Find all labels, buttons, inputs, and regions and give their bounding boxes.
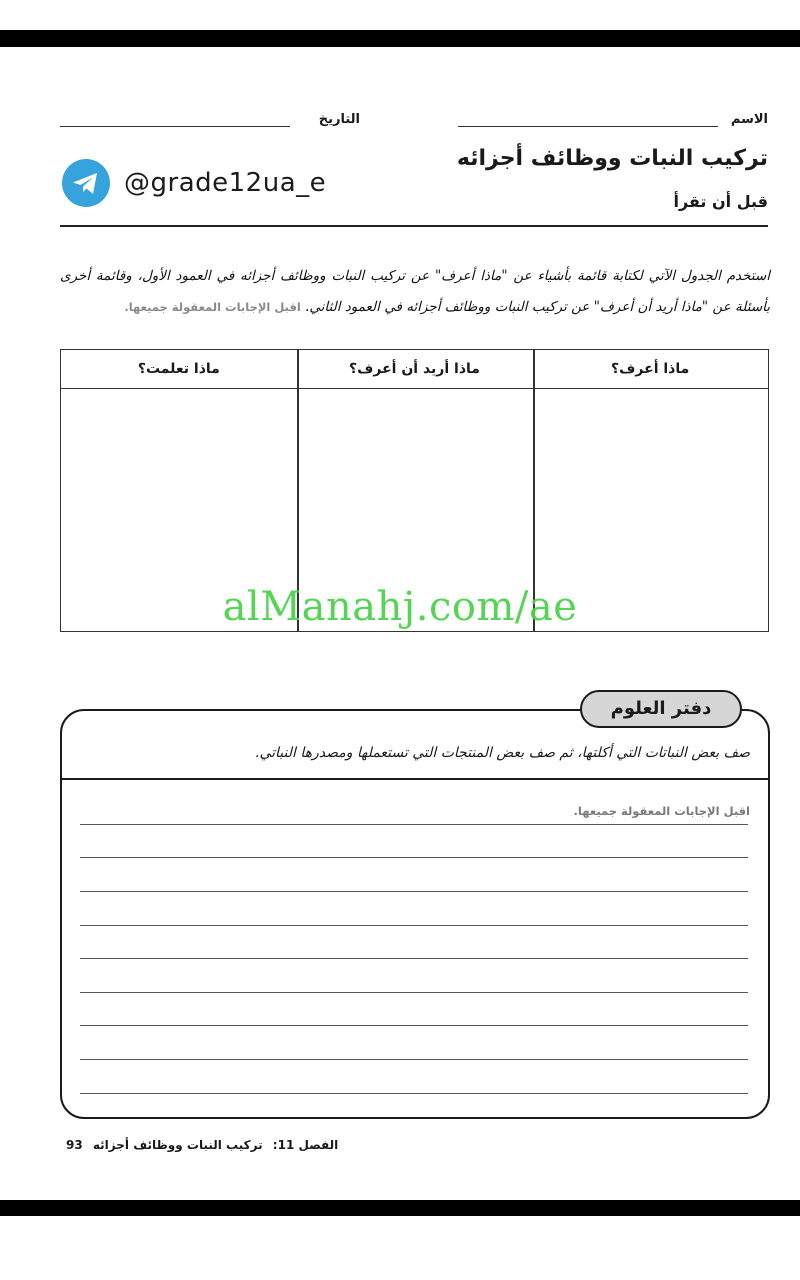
instructions-text: استخدم الجدول الآتي لكتابة قائمة بأشياء عن "ماذا أعرف" عن تركيب النبات ووظائف أجزائه في العمود الأول، وقائمة أخرى بأسئلة عن "ماذا أريد أن أعرف" عن تركيب النبات ووظائف أجزائه في العمود الثاني. bbox=[60, 268, 770, 315]
writing-line[interactable] bbox=[80, 891, 748, 892]
bottom-black-bar bbox=[0, 1200, 800, 1216]
writing-line[interactable] bbox=[80, 925, 748, 926]
kwl-header-want: ماذا أريد أن أعرف؟ bbox=[349, 361, 480, 377]
kwl-header-learned: ماذا تعلمت؟ bbox=[137, 361, 220, 377]
writing-line[interactable] bbox=[80, 1025, 748, 1026]
page-number: 93 bbox=[66, 1138, 83, 1152]
kwl-header-row bbox=[61, 350, 768, 389]
page-footer bbox=[60, 1138, 338, 1152]
instructions-note: اقبل الإجابات المعقولة جميعها. bbox=[124, 300, 301, 314]
writing-line[interactable] bbox=[80, 857, 748, 858]
name-date-row bbox=[60, 112, 768, 132]
date-line[interactable] bbox=[60, 126, 290, 127]
telegram-badge[interactable] bbox=[62, 158, 326, 208]
writing-line[interactable] bbox=[80, 1093, 748, 1094]
telegram-icon bbox=[62, 159, 110, 207]
writing-line[interactable] bbox=[80, 824, 748, 825]
name-label: الاسم bbox=[730, 112, 768, 127]
writing-line[interactable] bbox=[80, 1059, 748, 1060]
footer-chapter-title: تركيب النبات ووظائف أجزائه bbox=[92, 1138, 263, 1152]
writing-line[interactable] bbox=[80, 992, 748, 993]
page-subtitle: قبل أن تقرأ bbox=[673, 192, 768, 211]
telegram-handle: @grade12ua_e bbox=[124, 168, 327, 198]
instructions bbox=[60, 261, 770, 323]
header-divider bbox=[60, 225, 768, 227]
science-journal-tab: دفتر العلوم bbox=[580, 690, 742, 728]
watermark: alManahj.com/ae bbox=[222, 584, 578, 630]
journal-separator bbox=[62, 778, 768, 780]
name-line[interactable] bbox=[458, 126, 718, 127]
date-label: التاريخ bbox=[318, 112, 360, 127]
top-black-bar bbox=[0, 30, 800, 47]
page-title: تركيب النبات ووظائف أجزائه bbox=[456, 146, 768, 171]
writing-line[interactable] bbox=[80, 958, 748, 959]
science-journal-box bbox=[60, 709, 770, 1119]
journal-note: اقبل الإجابات المعقولة جميعها. bbox=[573, 804, 750, 818]
footer-chapter: الفصل 11: bbox=[272, 1138, 339, 1152]
kwl-header-know: ماذا أعرف؟ bbox=[611, 361, 690, 377]
journal-prompt: صف بعض النباتات التي أكلتها، ثم صف بعض المنتجات التي تستعملها ومصدرها النباتي. bbox=[255, 745, 750, 761]
